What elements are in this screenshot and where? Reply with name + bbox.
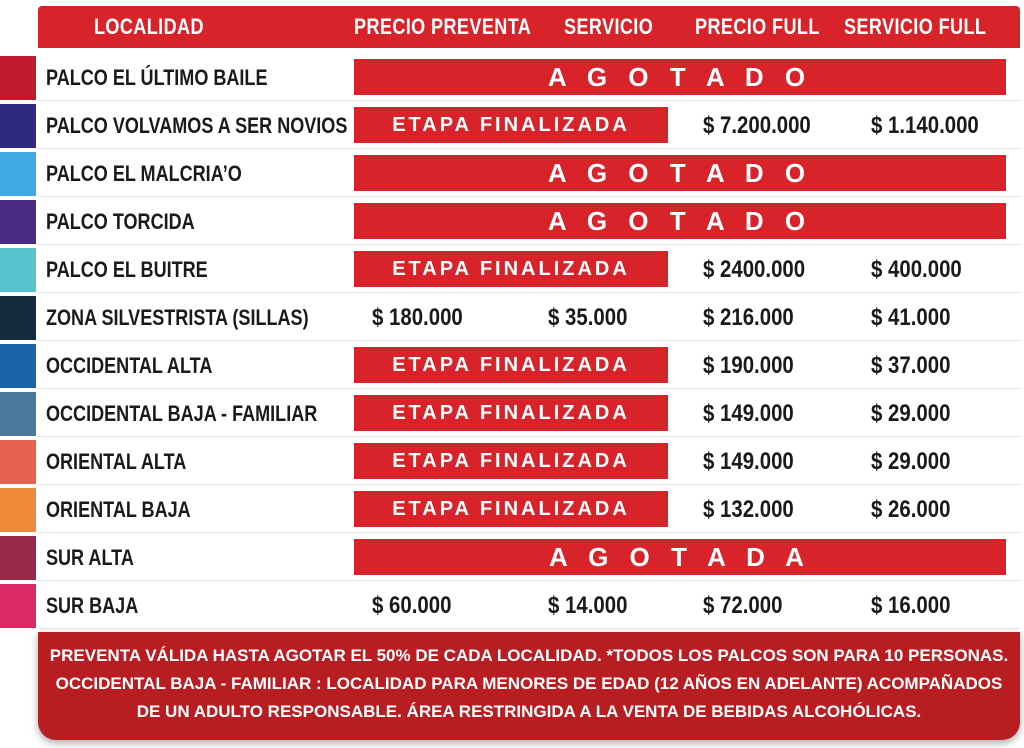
zone-color-swatch bbox=[0, 104, 36, 148]
header-precio-full: PRECIO FULL bbox=[695, 14, 820, 39]
agotado-badge: A G O T A D A bbox=[354, 539, 1006, 575]
localidad-name: OCCIDENTAL BAJA - FAMILIAR bbox=[46, 401, 318, 426]
servicio-full-value: $ 16.000 bbox=[871, 592, 951, 619]
precio-full-value: $ 132.000 bbox=[703, 496, 794, 523]
zone-color-swatch bbox=[0, 248, 36, 292]
localidad-name: ORIENTAL BAJA bbox=[46, 497, 191, 522]
etapa-finalizada-badge: ETAPA FINALIZADA bbox=[354, 395, 668, 431]
servicio-full-value: $ 41.000 bbox=[871, 304, 951, 331]
footer-note-2: OCCIDENTAL BAJA - FAMILIAR : LOCALIDAD PARA MENORES DE EDAD (12 AÑOS EN ADELANTE) ACOMPAÑADOS bbox=[55, 674, 1003, 693]
servicio-full-value: $ 26.000 bbox=[871, 496, 951, 523]
etapa-finalizada-badge: ETAPA FINALIZADA bbox=[354, 251, 668, 287]
table-row bbox=[0, 486, 1024, 534]
zone-color-swatch bbox=[0, 488, 36, 532]
localidad-name: ORIENTAL ALTA bbox=[46, 449, 187, 474]
table-row bbox=[0, 342, 1024, 390]
table-row bbox=[0, 294, 1024, 342]
precio-full-value: $ 7.200.000 bbox=[703, 112, 811, 139]
servicio-full-value: $ 37.000 bbox=[871, 352, 951, 379]
precio-full-value: $ 190.000 bbox=[703, 352, 794, 379]
localidad-name: SUR ALTA bbox=[46, 545, 134, 570]
precio-full-value: $ 2400.000 bbox=[703, 256, 806, 283]
zone-color-swatch bbox=[0, 536, 36, 580]
precio-full-value: $ 216.000 bbox=[703, 304, 794, 331]
localidad-name: PALCO VOLVAMOS A SER NOVIOS bbox=[46, 113, 348, 138]
header-localidad: LOCALIDAD bbox=[94, 14, 204, 39]
table-row bbox=[0, 102, 1024, 150]
zone-color-swatch bbox=[0, 200, 36, 244]
servicio-full-value: $ 1.140.000 bbox=[871, 112, 979, 139]
table-row bbox=[0, 438, 1024, 486]
localidad-name: PALCO EL BUITRE bbox=[46, 257, 208, 282]
footer-notes bbox=[38, 632, 1020, 740]
precio-full-value: $ 72.000 bbox=[703, 592, 783, 619]
localidad-name: PALCO EL MALCRIA’O bbox=[46, 161, 242, 186]
table-row bbox=[0, 582, 1024, 630]
table-row bbox=[0, 150, 1024, 198]
table-row bbox=[0, 390, 1024, 438]
header-servicio-full: SERVICIO FULL bbox=[844, 14, 987, 39]
table-row bbox=[0, 198, 1024, 246]
precio-full-value: $ 149.000 bbox=[703, 448, 794, 475]
precio-full-value: $ 149.000 bbox=[703, 400, 794, 427]
localidad-name: PALCO TORCIDA bbox=[46, 209, 195, 234]
precio-preventa-value: $ 180.000 bbox=[372, 304, 463, 331]
servicio-full-value: $ 29.000 bbox=[871, 448, 951, 475]
servicio-full-value: $ 29.000 bbox=[871, 400, 951, 427]
header-servicio: SERVICIO bbox=[564, 14, 654, 39]
agotado-badge: A G O T A D O bbox=[354, 155, 1006, 191]
zone-color-swatch bbox=[0, 344, 36, 388]
footer-note-1: PREVENTA VÁLIDA HASTA AGOTAR EL 50% DE CADA LOCALIDAD. *TODOS LOS PALCOS SON PARA 10 PERSONAS. bbox=[49, 646, 1009, 665]
table-row bbox=[0, 54, 1024, 102]
agotado-badge: A G O T A D O bbox=[354, 203, 1006, 239]
footer-note-3: DE UN ADULTO RESPONSABLE. ÁREA RESTRINGIDA A LA VENTA DE BEBIDAS ALCOHÓLICAS. bbox=[136, 702, 922, 721]
zone-color-swatch bbox=[0, 152, 36, 196]
servicio-full-value: $ 400.000 bbox=[871, 256, 962, 283]
localidad-name: PALCO EL ÚLTIMO BAILE bbox=[46, 65, 268, 90]
table-header bbox=[38, 6, 1020, 48]
agotado-badge: A G O T A D O bbox=[354, 59, 1006, 95]
localidad-name: ZONA SILVESTRISTA (SILLAS) bbox=[46, 305, 309, 330]
zone-color-swatch bbox=[0, 440, 36, 484]
table-row bbox=[0, 246, 1024, 294]
localidad-name: SUR BAJA bbox=[46, 593, 139, 618]
zone-color-swatch bbox=[0, 56, 36, 100]
table-row bbox=[0, 534, 1024, 582]
zone-color-swatch bbox=[0, 392, 36, 436]
zone-color-swatch bbox=[0, 584, 36, 628]
servicio-value: $ 14.000 bbox=[548, 592, 628, 619]
zone-color-swatch bbox=[0, 296, 36, 340]
etapa-finalizada-badge: ETAPA FINALIZADA bbox=[354, 347, 668, 383]
precio-preventa-value: $ 60.000 bbox=[372, 592, 452, 619]
etapa-finalizada-badge: ETAPA FINALIZADA bbox=[354, 107, 668, 143]
etapa-finalizada-badge: ETAPA FINALIZADA bbox=[354, 443, 668, 479]
etapa-finalizada-badge: ETAPA FINALIZADA bbox=[354, 491, 668, 527]
servicio-value: $ 35.000 bbox=[548, 304, 628, 331]
localidad-name: OCCIDENTAL ALTA bbox=[46, 353, 213, 378]
price-table bbox=[0, 54, 1024, 630]
header-precio-preventa: PRECIO PREVENTA bbox=[354, 14, 532, 39]
